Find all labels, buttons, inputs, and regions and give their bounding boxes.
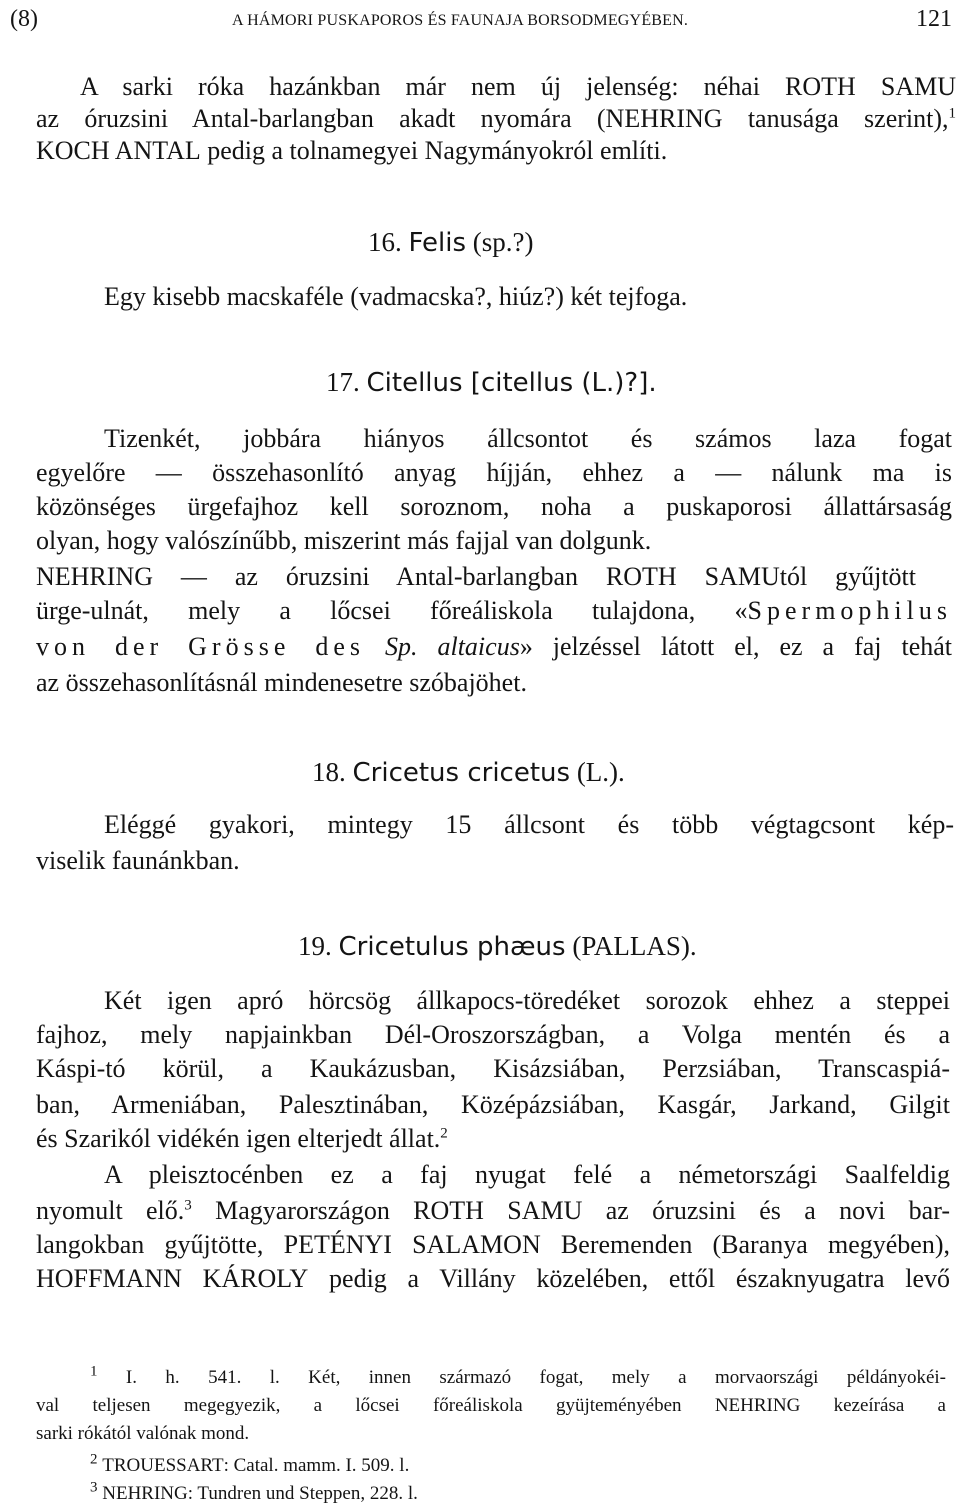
section-17-line: von der Grösse des Sp. altaicus» jelzéssel látott el, ez a faj tehát	[36, 632, 952, 661]
section-19-line: Két igen apró hörcsög állkapocs-töredéket sorozok ehhez a steppei	[104, 986, 950, 1015]
section-17-line: olyan, hogy valószínűbb, miszerint más fajjal van dolgunk.	[36, 526, 652, 555]
footnote-1: $^1$ I. h. 541. l. Két, innen származó fogat, mely a morvaországi példányokéi-	[90, 1363, 946, 1388]
section-17-line: Tizenkét, jobbára hiányos állcsontot és számos laza fogat	[104, 424, 952, 453]
section-19-line: HOFFMANN KÁROLY pedig a Villány közelében, ettől északnyugatra levő	[36, 1264, 950, 1293]
author-name: NEHRING	[605, 104, 723, 133]
page-number: 121	[916, 6, 952, 32]
section-17-heading: 17. Citellus [citellus (L.)?].	[326, 367, 657, 398]
section-16-heading: 16. Felis (sp.?)	[368, 227, 534, 258]
author-name: KOCH ANTAL	[36, 136, 201, 165]
taxon-name: Cricetus cricetus	[352, 758, 571, 788]
section-17-line: közönséges ürgefajhoz kell soroznom, noha a puskaporosi állattársaság	[36, 492, 952, 521]
section-17-line: NEHRING — az óruzsini Antal-barlangban ROTH SAMUtól gyűjtött	[36, 562, 916, 591]
section-19-line: nyomult elő.$^3$ Magyarországon ROTH SAMU az óruzsini és a novi bar-	[36, 1196, 951, 1225]
intro-line-3: KOCH ANTAL pedig a tolnamegyei Nagymányokról említi.	[36, 136, 668, 165]
section-18-heading: 18. Cricetus cricetus (L.).	[312, 757, 625, 788]
section-17-line: ürge-ulnát, mely a lőcsei főreáliskola tulajdona, «Spermophilus	[36, 596, 952, 625]
footnote-3: $^3$ NEHRING: Tundren und Steppen, 228. l.	[90, 1479, 418, 1504]
section-19-heading: 19. Cricetulus phæus (PALLAS).	[298, 931, 697, 962]
footnote-2: $^2$ TROUESSART: Catal. mamm. I. 509. l.	[90, 1451, 410, 1476]
taxon-name: Felis	[408, 228, 467, 258]
footnote-ref: 3	[184, 1197, 192, 1214]
taxon-name: Cricetulus phæus	[338, 932, 566, 962]
page-header	[10, 6, 952, 36]
page-label: (8)	[10, 6, 38, 32]
footnote-ref: 1	[948, 105, 956, 122]
section-19-line: Káspi-tó körül, a Kaukázusban, Kisázsiában, Perzsiában, Transcaspiá-	[36, 1054, 950, 1083]
author-name: ROTH SAMU	[785, 72, 956, 101]
section-17-line: egyelőre — összehasonlító anyag híjján, ehhez a — nálunk ma is	[36, 458, 952, 487]
section-17-line: az összehasonlításnál mindenesetre szóbajöhet.	[36, 668, 527, 697]
footnote-ref: 2	[440, 1125, 448, 1142]
section-18-line: viselik faunánkban.	[36, 846, 240, 875]
section-18-line: Eléggé gyakori, mintegy 15 állcsont és több végtagcsont kép-	[104, 810, 954, 839]
section-19-line: fajhoz, mely napjainkban Dél-Oroszországban, a Volga mentén és a	[36, 1020, 950, 1049]
intro-line-1: A sarki róka hazánkban már nem új jelenség: néhai ROTH SAMU	[80, 72, 956, 101]
section-19-line: ban, Armeniában, Palesztinában, Középázsiában, Kasgár, Jarkand, Gilgit	[36, 1090, 950, 1119]
taxon-name: Citellus [citellus (L.)?].	[366, 368, 657, 398]
section-19-line: A pleisztocénben ez a faj nyugat felé a németországi Saalfeldig	[104, 1160, 950, 1189]
section-16-text: Egy kisebb macskaféle (vadmacska?, hiúz?) két tejfoga.	[104, 282, 688, 311]
intro-line-2: az óruzsini Antal-barlangban akadt nyomára (NEHRING tanusága szerint),$^1$	[36, 104, 956, 133]
footnote-1-cont: sarki rókától valónak mond.	[36, 1423, 250, 1444]
section-19-line: langokban gyűjtötte, PETÉNYI SALAMON Beremenden (Baranya megyében),	[36, 1230, 950, 1259]
section-19-line: és Szarikól vidékén igen elterjedt állat.$^2$	[36, 1124, 448, 1153]
running-title: A HÁMORI PUSKAPOROS ÉS FAUNAJA BORSODMEGYÉBEN.	[232, 12, 689, 29]
footnote-1-cont: val teljesen megegyezik, a lőcsei főreáliskola gyüjteményében NEHRING kezeírása a	[36, 1395, 946, 1416]
